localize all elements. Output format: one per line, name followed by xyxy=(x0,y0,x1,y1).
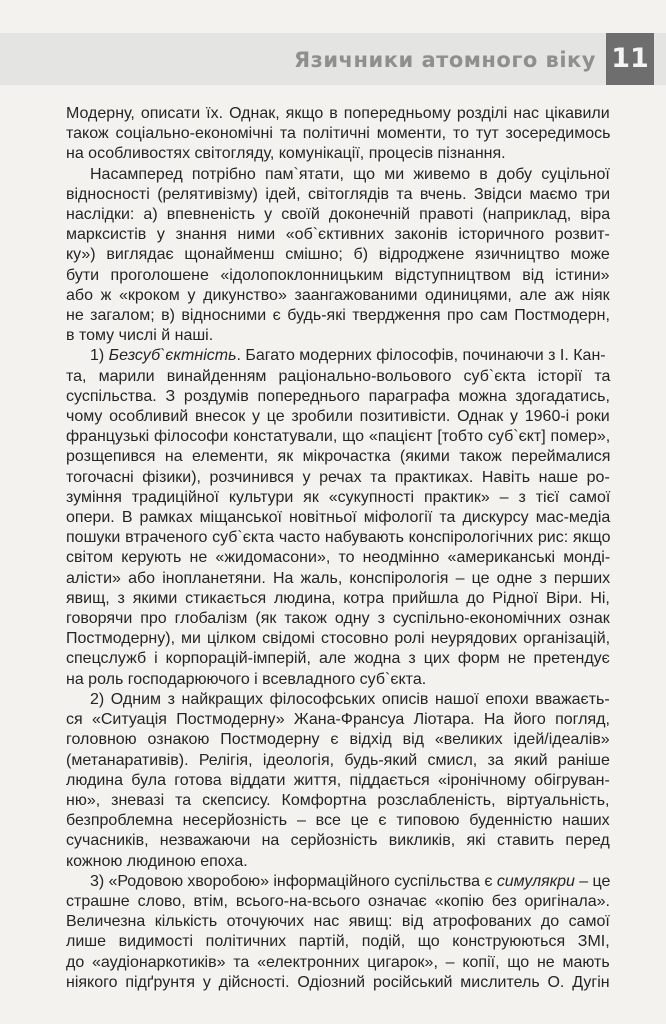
text-line: 2) Одним з найкращих філософських описів нашої епохи вважаєть- xyxy=(90,690,610,708)
text-line: Величезна кількість оточуючих нас явищ: від атрофованих до самої xyxy=(66,913,610,931)
text-line: французькі філософи констатували, що «пацієнт [тобто суб`єкт] помер», xyxy=(66,428,611,446)
text-line: або ж «кроком у дикунство» заангажованими одиницями, але аж ніяк xyxy=(66,286,610,304)
running-title: Язичники атомного віку xyxy=(293,48,596,72)
line-tail: – це xyxy=(574,872,611,890)
text-line: на особливостях світогляду, комунікації, процесів пізнання. xyxy=(66,145,506,163)
text-line: та, марили винайденням раціонально-вольового суб`єкта історії та xyxy=(66,367,611,385)
text-line xyxy=(66,346,610,366)
page-number-box xyxy=(606,33,654,85)
paragraph-1 xyxy=(66,104,610,165)
text-line xyxy=(66,872,610,892)
text-line: ню», зневазі та скепсису. Комфортна розслабленість, віртуальність, xyxy=(66,791,610,809)
text-line: спецслужб і корпорацій-імперій, але жодна з цих форм не претендує xyxy=(66,650,610,668)
text-line: кожною людиною епоха. xyxy=(66,852,248,870)
paragraph-5 xyxy=(66,872,610,993)
item-number: 1) xyxy=(90,347,109,365)
text-line: також соціально-економічні та політичні моменти, то тут зосередимось xyxy=(66,125,611,143)
term-italic: Безсуб`єктність xyxy=(108,347,237,365)
text-line: відносності (релятивізму) ідей, світоглядів та вчень. Звідси маємо три xyxy=(66,185,611,203)
text-line: людина була готова віддати життя, піддається «іронічному обігруван- xyxy=(66,771,610,789)
text-line: зуміння традиційної культури як «сукупності практик» – з тієї самої xyxy=(66,488,611,506)
text-line: в тому числі й наші. xyxy=(66,327,214,345)
text-body xyxy=(66,104,610,993)
text-line: ку») виглядає щонайменш смішно; б) відроджене язичництво може xyxy=(66,246,610,264)
text-line: головною ознакою Постмодерну є відхід від «великих ідей/ідеалів» xyxy=(66,731,610,749)
text-line: чому особливий внесок у це зробили позитивісти. Однак у 1960-і роки xyxy=(66,408,610,426)
text-line: страшне слово, втім, всього-на-всього означає «копію без оригінала». xyxy=(66,892,610,910)
paragraph-3 xyxy=(66,346,610,689)
text-line: не загалом; в) відносними є будь-які твердження про сам Постмодерн, xyxy=(66,307,610,325)
text-line: (метанаративів). Релігія, ідеологія, будь-який смисл, за який раніше xyxy=(66,751,610,769)
text-line: говорячи про глобалізм (як також одну з суспільно-економічних ознак xyxy=(66,610,610,628)
text-line: ніякого підґрунтя у дійсності. Одіозний російський мислитель О. Дугін xyxy=(66,973,610,991)
text-line: Насамперед потрібно пам`ятати, що ми живемо в добу суцільної xyxy=(90,165,610,183)
text-line: бути проголошене «ідолопоклонницьким відступництвом від істини» xyxy=(66,266,610,284)
text-line: Модерну, описати їх. Однак, якщо в попередньому розділі нас цікавили xyxy=(66,105,610,122)
text-line: алісти» або інопланетяни. На жаль, конспірологія – це одне з перших xyxy=(66,569,611,587)
line-tail: . Багато модерних філософів, починаючи з І. Кан- xyxy=(236,347,606,365)
text-line: явищ, з якими стикається людина, котра прийшла до Рідної Віри. Ні, xyxy=(66,589,610,607)
text-line: світом керують не «жидомасони», то неодмінно «американські монді- xyxy=(66,549,611,567)
text-line: опери. В рамках міщанської новітньої міфології та дискурсу мас-медіа xyxy=(66,509,611,527)
text-line: Постмодерну), ми цілком свідомі стосовно ролі неурядових організацій, xyxy=(66,630,611,648)
line-head: 3) «Родовою хворобою» інформаційного суспільства є xyxy=(90,872,497,890)
text-line: ся «Ситуація Постмодерну» Жана-Франсуа Ліотара. На його погляд, xyxy=(66,711,610,729)
term-italic: симулякри xyxy=(496,872,575,890)
text-line: лише видимості політичних партій, подій, що конструюються ЗМІ, xyxy=(66,933,610,951)
text-line: безпроблемна несерйозність – все це є типовою буденністю наших xyxy=(66,812,610,830)
text-line: розщепився на елементи, як мікрочастка (якими також переймалися xyxy=(66,448,611,466)
text-line: на роль господарюючого і всевладного суб`єкта. xyxy=(66,670,427,688)
page-number: 11 xyxy=(611,43,649,74)
paragraph-4 xyxy=(66,690,610,872)
text-line: пошуки втраченого суб`єкта часто набувають конспірологічних рис: якщо xyxy=(66,529,611,547)
paragraph-2 xyxy=(66,165,610,347)
text-line: наслідки: а) впевненість у своїй доконечній правоті (наприклад, віра xyxy=(66,206,611,224)
text-line: суспільства. З роздумів попереднього параграфа можна здогадатись, xyxy=(66,387,610,405)
text-line: тогочасні фізики), розчинився у речах та практиках. Навіть наше ро- xyxy=(66,468,610,486)
text-line: сучасників, незважаючи на серйозність викликів, які ставить перед xyxy=(66,832,610,850)
text-line: до «аудіонаркотиків» та «електронних цигарок», – копії, що не мають xyxy=(66,953,610,971)
text-line: марксистів у знання ними «об`єктивних законів історичного розвит- xyxy=(66,226,610,244)
